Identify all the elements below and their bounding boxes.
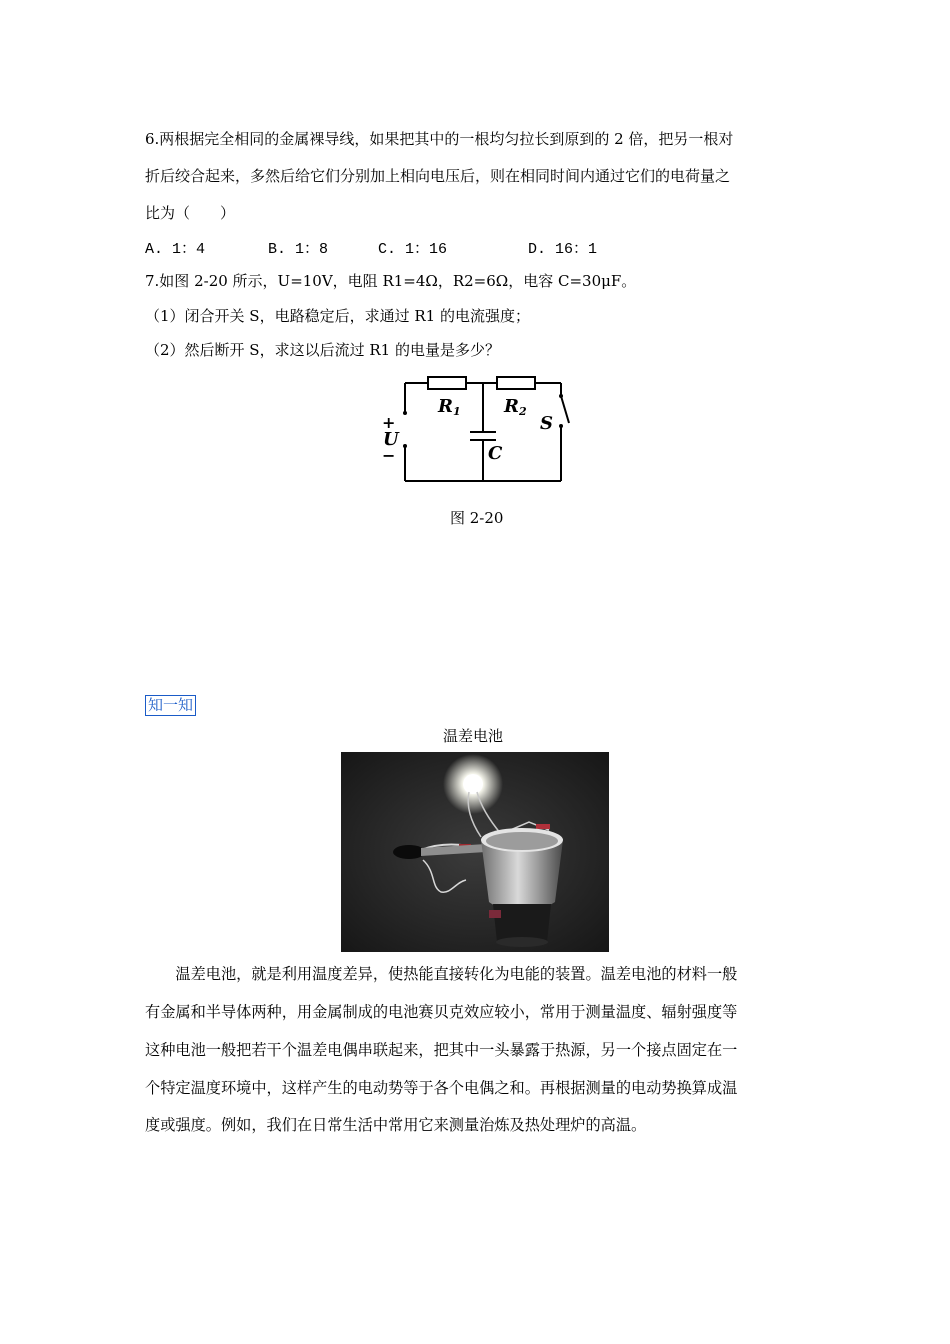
- switch-blade: [561, 396, 569, 423]
- paragraph-line-1: 温差电池，就是利用温度差异，使热能直接转化为电能的装置。温差电池的材料一般: [145, 965, 738, 983]
- q6-line-1: 6.两根据完全相同的金属裸导线，如果把其中的一根均匀拉长到原到的 2 倍，把另一根对: [145, 130, 734, 148]
- thermocell-photo: [341, 752, 609, 952]
- paragraph-line-3: 这种电池一般把若干个温差电偶串联起来，把其中一头暴露于热源，另一个接点固定在一: [145, 1041, 738, 1059]
- paragraph-line-4: 个特定温度环境中，这样产生的电动势等于各个电偶之和。再根据测量的电动势换算成温: [145, 1079, 738, 1097]
- q6-line-2: 折后绞合起来，多然后给它们分别加上相向电压后，则在相同时间内通过它们的电荷量之: [145, 167, 731, 185]
- q7-part-1: （1）闭合开关 S，电路稳定后，求通过 R1 的电流强度；: [145, 307, 530, 325]
- label-r2: R2: [504, 396, 527, 418]
- paragraph-line-2: 有金属和半导体两种，用金属制成的电池赛贝克效应较小，常用于测量温度、辐射强度等: [145, 1003, 738, 1021]
- q6-option-c: C. 1：16: [378, 241, 448, 258]
- q6-line-3: 比为（ ）: [145, 204, 236, 222]
- q7-part-2: （2）然后断开 S，求这以后流过 R1 的电量是多少？: [145, 341, 500, 359]
- label-u: U: [383, 429, 399, 450]
- resistor-r1: [428, 377, 466, 389]
- label-minus: −: [382, 446, 396, 465]
- know-tag[interactable]: 知一知: [145, 695, 196, 716]
- section-title: 温差电池: [443, 727, 504, 745]
- q6-option-d: D. 16：1: [528, 241, 598, 258]
- figure-caption: 图 2-20: [450, 509, 504, 527]
- q6-option-b: B. 1：8: [268, 241, 329, 258]
- q7-line-1: 7.如图 2-20 所示，U=10V，电阻 R1=4Ω，R2=6Ω，电容 C=30μF。: [145, 272, 637, 290]
- label-r1: R1: [438, 396, 461, 418]
- label-s: S: [540, 413, 553, 434]
- paragraph-line-5: 度或强度。例如，我们在日常生活中常用它来测量治炼及热处理炉的高温。: [145, 1116, 647, 1134]
- q6-option-a: A. 1：4: [145, 241, 206, 258]
- label-c: C: [488, 443, 503, 464]
- label-plus: +: [382, 413, 396, 432]
- circuit-diagram: [370, 368, 585, 490]
- resistor-r2: [497, 377, 535, 389]
